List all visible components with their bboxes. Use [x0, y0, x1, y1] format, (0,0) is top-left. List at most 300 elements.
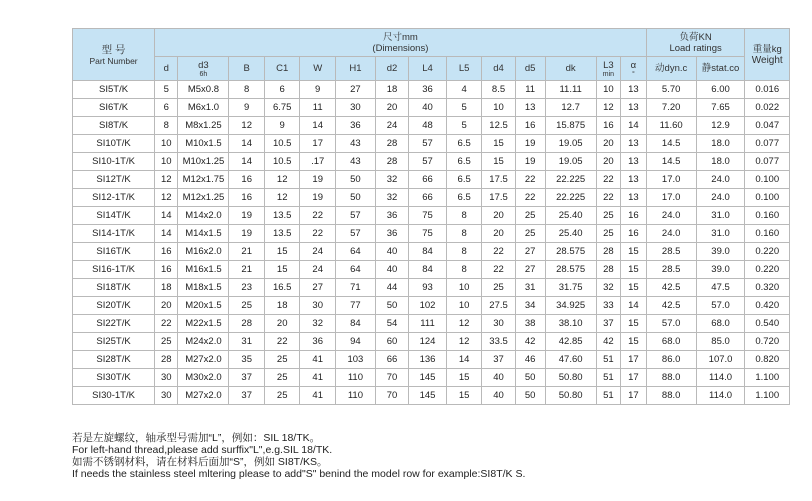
table-cell: 8 [446, 225, 482, 243]
table-cell: 28 [155, 351, 178, 369]
table-cell: 12 [229, 117, 265, 135]
table-cell: 48 [409, 117, 447, 135]
table-cell: 64 [335, 261, 375, 279]
table-cell: 16 [229, 171, 265, 189]
table-cell: 15 [446, 387, 482, 405]
column-header [621, 57, 647, 81]
table-cell: 36 [335, 117, 375, 135]
table-cell: M22x1.5 [178, 315, 229, 333]
table-cell: 16 [621, 225, 647, 243]
table-cell: M14x2.0 [178, 207, 229, 225]
notes [72, 432, 802, 480]
table-cell: 12 [155, 189, 178, 207]
dimensions-header [155, 29, 647, 57]
part-number-cell: SI14T/K [73, 207, 155, 225]
table-cell: 34 [515, 297, 545, 315]
table-cell: 66 [409, 171, 447, 189]
table-cell: 27 [515, 261, 545, 279]
weight-header [745, 29, 790, 81]
table-cell: 15 [264, 243, 300, 261]
table-cell: 0.160 [745, 207, 790, 225]
part-number-cell: SI22T/K [73, 315, 155, 333]
part-number-cell: SI18T/K [73, 279, 155, 297]
table-cell: M10x1.25 [178, 153, 229, 171]
dimensions-header-cn: 尺寸mm [382, 31, 418, 43]
table-cell: 8 [446, 243, 482, 261]
table-cell: 0.420 [745, 297, 790, 315]
table-cell: 17 [621, 369, 647, 387]
part-number-cell: SI20T/K [73, 297, 155, 315]
table-cell: 19.05 [545, 153, 596, 171]
table-cell: 30 [300, 297, 336, 315]
table-cell: 47.60 [545, 351, 596, 369]
column-header [482, 57, 515, 81]
table-cell: 41 [300, 369, 336, 387]
table-cell: 17.0 [646, 171, 696, 189]
table-cell: 46 [515, 351, 545, 369]
column-header-sublabel: min [602, 70, 615, 78]
table-cell: 12 [264, 171, 300, 189]
table-cell: 15.875 [545, 117, 596, 135]
table-cell: 31 [229, 333, 265, 351]
table-cell: 93 [409, 279, 447, 297]
table-cell: 111 [409, 315, 447, 333]
table-cell: 0.022 [745, 99, 790, 117]
table-cell: 17.0 [646, 189, 696, 207]
table-cell: 24 [375, 117, 408, 135]
column-header-label: α [630, 59, 637, 71]
table-cell: 20 [482, 207, 515, 225]
part-number-cell: SI16T/K [73, 243, 155, 261]
part-number-cell: SI28T/K [73, 351, 155, 369]
table-row [73, 297, 790, 315]
table-cell: 94 [335, 333, 375, 351]
table-cell: 22 [155, 315, 178, 333]
table-cell: 25 [596, 207, 620, 225]
table-cell: M24x2.0 [178, 333, 229, 351]
table-cell: 23 [229, 279, 265, 297]
table-cell: 28 [596, 243, 620, 261]
column-header-sublabel: 6h [199, 70, 208, 78]
table-row [73, 99, 790, 117]
table-cell: M5x0.8 [178, 81, 229, 99]
table-cell: M14x1.5 [178, 225, 229, 243]
table-cell: 50 [335, 171, 375, 189]
table-cell: 11.60 [646, 117, 696, 135]
table-row [73, 117, 790, 135]
table-cell: 50 [375, 297, 408, 315]
table-cell: M16x2.0 [178, 243, 229, 261]
table-cell: 8 [155, 117, 178, 135]
table-row [73, 351, 790, 369]
table-cell: 84 [409, 261, 447, 279]
table-cell: 14.5 [646, 135, 696, 153]
table-cell: 0.077 [745, 153, 790, 171]
column-header-label: d2 [386, 63, 398, 74]
table-cell: 88.0 [646, 387, 696, 405]
column-header [409, 57, 447, 81]
table-cell: 14 [155, 225, 178, 243]
table-cell: M6x1.0 [178, 99, 229, 117]
table-cell: 70 [375, 369, 408, 387]
table-cell: 40 [375, 243, 408, 261]
table-cell: 22 [300, 207, 336, 225]
table-cell: 20 [596, 135, 620, 153]
table-cell: 11 [515, 81, 545, 99]
table-cell: 13 [621, 153, 647, 171]
table-cell: 6.5 [446, 153, 482, 171]
table-cell: 27 [335, 81, 375, 99]
table-cell: 16 [155, 243, 178, 261]
table-cell: 19 [515, 135, 545, 153]
table-cell: 30 [155, 387, 178, 405]
column-header-label: B [243, 63, 250, 74]
table-cell: 37 [229, 369, 265, 387]
table-cell: 44 [375, 279, 408, 297]
table-cell: 8 [446, 261, 482, 279]
table-cell: 25 [515, 225, 545, 243]
table-cell: 24.0 [696, 189, 745, 207]
table-cell: 20 [375, 99, 408, 117]
dimensions-header-en: (Dimensions) [372, 42, 429, 54]
column-header-label: 静stat.co [701, 63, 740, 74]
table-cell: 14 [621, 117, 647, 135]
table-cell: 14 [300, 117, 336, 135]
part-number-cell: SI10-1T/K [73, 153, 155, 171]
table-cell: 16 [229, 189, 265, 207]
table-cell: 22 [515, 189, 545, 207]
table-cell: 36 [300, 333, 336, 351]
table-cell: 6.5 [446, 171, 482, 189]
table-cell: 42 [596, 333, 620, 351]
table-cell: 37 [482, 351, 515, 369]
column-header [264, 57, 300, 81]
table-cell: 31.75 [545, 279, 596, 297]
table-cell: 14 [446, 351, 482, 369]
table-cell: 0.320 [745, 279, 790, 297]
table-cell: 19 [300, 189, 336, 207]
table-cell: 42.5 [646, 297, 696, 315]
table-cell: 28 [375, 153, 408, 171]
table-cell: 42 [515, 333, 545, 351]
table-cell: 54 [375, 315, 408, 333]
table-cell: 18.0 [696, 135, 745, 153]
table-cell: 18 [375, 81, 408, 99]
table-cell: 22 [596, 171, 620, 189]
column-header-label: 动dyn.c [655, 63, 688, 74]
table-cell: 12 [155, 171, 178, 189]
table-cell: 88.0 [646, 369, 696, 387]
column-header [596, 57, 620, 81]
table-cell: 39.0 [696, 261, 745, 279]
part-number-cell: SI6T/K [73, 99, 155, 117]
table-cell: 6 [155, 99, 178, 117]
table-cell: 27.5 [482, 297, 515, 315]
column-header [446, 57, 482, 81]
table-cell: 25 [515, 207, 545, 225]
load-header-en: Load ratings [669, 42, 722, 54]
table-cell: 41 [300, 351, 336, 369]
part-number-cell: SI16-1T/K [73, 261, 155, 279]
table-cell: 75 [409, 225, 447, 243]
column-header [335, 57, 375, 81]
table-cell: 14 [229, 153, 265, 171]
table-cell: 19 [515, 153, 545, 171]
table-cell: 57.0 [646, 315, 696, 333]
column-header [155, 57, 178, 81]
table-row [73, 369, 790, 387]
table-cell: 15 [446, 369, 482, 387]
table-cell: 0.100 [745, 189, 790, 207]
table-row [73, 279, 790, 297]
table-cell: 40 [482, 369, 515, 387]
part-number-cell: SI8T/K [73, 117, 155, 135]
table-cell: 39.0 [696, 243, 745, 261]
column-header [300, 57, 336, 81]
table-cell: 57 [335, 225, 375, 243]
column-header [375, 57, 408, 81]
table-cell: 57 [409, 135, 447, 153]
table-row [73, 333, 790, 351]
table-cell: 19 [229, 207, 265, 225]
table-cell: 15 [264, 261, 300, 279]
table-cell: 18 [264, 297, 300, 315]
table-cell: 32 [375, 189, 408, 207]
table-cell: 13.5 [264, 225, 300, 243]
table-cell: 57 [409, 153, 447, 171]
load-ratings-header [646, 29, 745, 57]
table-cell: 0.077 [745, 135, 790, 153]
table-cell: 51 [596, 351, 620, 369]
table-cell: 28.575 [545, 243, 596, 261]
table-cell: .17 [300, 153, 336, 171]
table-cell: 50.80 [545, 387, 596, 405]
table-cell: 25 [264, 351, 300, 369]
table-row [73, 171, 790, 189]
table-cell: 50.80 [545, 369, 596, 387]
weight-header-cn: 重量kg [752, 43, 782, 55]
table-cell: 42.5 [646, 279, 696, 297]
table-cell: 145 [409, 369, 447, 387]
table-cell: 6.5 [446, 135, 482, 153]
column-header-label: L5 [458, 63, 470, 74]
table-cell: 25 [264, 387, 300, 405]
table-cell: 75 [409, 207, 447, 225]
table-cell: 22 [596, 189, 620, 207]
table-cell: 110 [335, 369, 375, 387]
part-number-cell: SI12-1T/K [73, 189, 155, 207]
table-cell: 12.7 [545, 99, 596, 117]
table-cell: 22 [300, 225, 336, 243]
table-cell: 124 [409, 333, 447, 351]
table-cell: 15 [621, 333, 647, 351]
table-cell: 11 [300, 99, 336, 117]
column-header-label: d4 [493, 63, 504, 74]
column-header-label: L4 [422, 63, 433, 74]
weight-header-en: Weight [751, 54, 783, 66]
table-cell: 13.5 [264, 207, 300, 225]
table-cell: 14 [155, 207, 178, 225]
table-cell: M27x2.0 [178, 387, 229, 405]
table-cell: 20 [155, 297, 178, 315]
spec-table [72, 28, 790, 405]
table-cell: 28.5 [646, 243, 696, 261]
table-cell: 37 [229, 387, 265, 405]
part-number-cell: SI30T/K [73, 369, 155, 387]
table-cell: 0.220 [745, 261, 790, 279]
table-cell: 22.225 [545, 171, 596, 189]
table-cell: 30 [155, 369, 178, 387]
table-cell: 42.85 [545, 333, 596, 351]
table-cell: 70 [375, 387, 408, 405]
table-cell: 13 [621, 99, 647, 117]
column-header [696, 57, 745, 81]
table-row [73, 189, 790, 207]
table-cell: 19 [229, 225, 265, 243]
table-cell: 13 [621, 81, 647, 99]
note-stainless-en: If needs the stainless steel mltering please to add"S" benind the model row for example:SI8T/K S. [72, 468, 526, 480]
table-cell: 16 [515, 117, 545, 135]
column-header-label: d5 [524, 63, 536, 74]
table-cell: 22.225 [545, 189, 596, 207]
table-row [73, 315, 790, 333]
table-cell: 5 [446, 99, 482, 117]
table-cell: 30 [482, 315, 515, 333]
table-cell: 25 [264, 369, 300, 387]
table-cell: 57.0 [696, 297, 745, 315]
table-cell: 15 [621, 315, 647, 333]
table-cell: 8.5 [482, 81, 515, 99]
table-cell: 25.40 [545, 207, 596, 225]
table-cell: 25.40 [545, 225, 596, 243]
table-cell: 11.11 [545, 81, 596, 99]
table-cell: 41 [300, 387, 336, 405]
part-number-cell: SI12T/K [73, 171, 155, 189]
table-cell: 12.5 [482, 117, 515, 135]
table-cell: 25 [482, 279, 515, 297]
table-cell: 0.016 [745, 81, 790, 99]
table-cell: 47.5 [696, 279, 745, 297]
table-cell: 35 [229, 351, 265, 369]
note-left-hand-en: For left-hand thread,please add surffix"L",e.g.SIL 18/TK. [72, 444, 333, 456]
table-cell: 25 [155, 333, 178, 351]
table-cell: 50 [335, 189, 375, 207]
table-cell: M12x1.75 [178, 171, 229, 189]
table-cell: 51 [596, 369, 620, 387]
table-cell: 1.100 [745, 369, 790, 387]
table-cell: 68.0 [696, 315, 745, 333]
table-cell: 85.0 [696, 333, 745, 351]
table-cell: 51 [596, 387, 620, 405]
table-row [73, 153, 790, 171]
table-cell: 5 [155, 81, 178, 99]
table-cell: 103 [335, 351, 375, 369]
table-cell: 13 [515, 99, 545, 117]
table-cell: 77 [335, 297, 375, 315]
spec-table-body [73, 81, 790, 405]
table-cell: 0.220 [745, 243, 790, 261]
table-cell: 8 [446, 207, 482, 225]
table-cell: 71 [335, 279, 375, 297]
table-cell: 0.540 [745, 315, 790, 333]
table-row [73, 207, 790, 225]
table-row [73, 261, 790, 279]
table-cell: 20 [482, 225, 515, 243]
table-cell: 102 [409, 297, 447, 315]
table-cell: 43 [335, 153, 375, 171]
table-cell: M12x1.25 [178, 189, 229, 207]
table-cell: 0.160 [745, 225, 790, 243]
table-cell: 27 [300, 279, 336, 297]
table-cell: 38.10 [545, 315, 596, 333]
table-cell: 28.575 [545, 261, 596, 279]
table-cell: 33 [596, 297, 620, 315]
part-number-cell: SI14-1T/K [73, 225, 155, 243]
column-header-label: L3 [603, 59, 614, 71]
table-cell: 18 [155, 279, 178, 297]
table-cell: 60 [375, 333, 408, 351]
table-cell: 17 [300, 135, 336, 153]
table-cell: M18x1.5 [178, 279, 229, 297]
table-cell: 28.5 [646, 261, 696, 279]
table-cell: 66 [409, 189, 447, 207]
table-cell: 28 [229, 315, 265, 333]
column-header-label: d3 [198, 59, 209, 71]
table-cell: 6.5 [446, 189, 482, 207]
table-cell: 5 [446, 117, 482, 135]
table-cell: 16 [621, 207, 647, 225]
table-cell: M10x1.5 [178, 135, 229, 153]
table-cell: 18.0 [696, 153, 745, 171]
table-cell: 31 [515, 279, 545, 297]
table-cell: 24 [300, 261, 336, 279]
table-cell: M16x1.5 [178, 261, 229, 279]
table-cell: 16.5 [264, 279, 300, 297]
table-cell: 15 [482, 153, 515, 171]
table-cell: 24 [300, 243, 336, 261]
table-cell: 13 [621, 171, 647, 189]
table-cell: 15 [482, 135, 515, 153]
table-cell: 5.70 [646, 81, 696, 99]
table-cell: 34.925 [545, 297, 596, 315]
table-cell: 22 [515, 171, 545, 189]
table-cell: 37 [596, 315, 620, 333]
table-cell: 28 [375, 135, 408, 153]
table-cell: 32 [300, 315, 336, 333]
table-cell: 16 [155, 261, 178, 279]
table-cell: 84 [409, 243, 447, 261]
table-cell: 12.9 [696, 117, 745, 135]
table-cell: 40 [482, 387, 515, 405]
table-cell: 136 [409, 351, 447, 369]
table-cell: 15 [621, 243, 647, 261]
part-number-cell: SI25T/K [73, 333, 155, 351]
table-cell: 17.5 [482, 171, 515, 189]
column-header [545, 57, 596, 81]
table-cell: 57 [335, 207, 375, 225]
table-cell: 15 [621, 279, 647, 297]
table-cell: 10 [155, 135, 178, 153]
table-cell: 15 [621, 261, 647, 279]
table-cell: 25 [596, 225, 620, 243]
table-cell: 50 [515, 387, 545, 405]
table-cell: 86.0 [646, 351, 696, 369]
table-cell: 10 [482, 99, 515, 117]
table-cell: 30 [335, 99, 375, 117]
column-header [178, 57, 229, 81]
table-cell: 33.5 [482, 333, 515, 351]
table-cell: 0.820 [745, 351, 790, 369]
